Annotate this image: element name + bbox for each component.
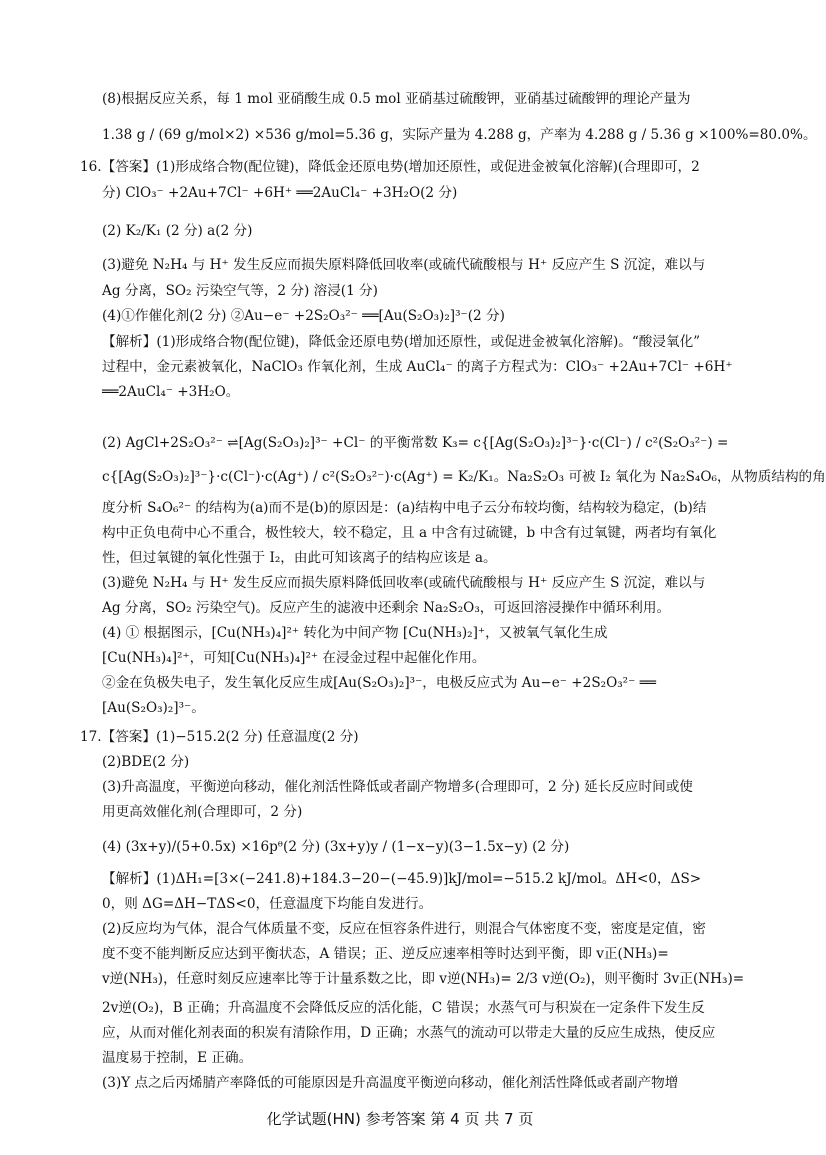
text-line: Ag 分离，SO₂ 污染空气等，2 分) 溶浸(1 分) [102, 283, 378, 299]
text-line: (3)升高温度，平衡逆向移动，催化剂活性降低或者副产物增多(合理即可，2 分) 延长反应时间或使 [102, 779, 693, 795]
text-line: 【解析】(1)形成络合物(配位键)，降低金还原电势(增加还原性，或促进金被氧化溶解)。“酸浸氧化” [102, 334, 701, 350]
text-line: 17.【答案】(1)−515.2(2 分) 任意温度(2 分) [80, 729, 359, 745]
text-line: 构中正负电荷中心不重合，极性较大，较不稳定，且 a 中含有过硫键，b 中含有过氧键，两者均有氧化 [102, 525, 717, 541]
text-line: (2) K₂/K₁ (2 分) a(2 分) [102, 223, 253, 239]
text-line: [Cu(NH₃)₄]²⁺，可知[Cu(NH₃)₄]²⁺ 在浸金过程中起催化作用。 [102, 650, 486, 666]
text-line: 度不变不能判断反应达到平衡状态，A 错误；正、逆反应速率相等时达到平衡，即 v正(NH₃)= [102, 946, 669, 962]
text-line: 16.【答案】(1)形成络合物(配位键)，降低金还原电势(增加还原性，或促进金被氧化溶解)(合理即可，2 [80, 159, 700, 175]
text-line: 用更高效催化剂(合理即可，2 分) [102, 804, 303, 820]
text-line: (4) ① 根据图示，[Cu(NH₃)₄]²⁺ 转化为中间产物 [Cu(NH₃)₂]⁺，又被氧气氧化生成 [102, 625, 608, 641]
text-line: (4) (3x+y)/(5+0.5x) ×16pᶿ(2 分) (3x+y)y / (1−x−y)(3−1.5x−y) (2 分) [102, 839, 570, 855]
text-line: 分) ClO₃⁻ +2Au+7Cl⁻ +6H⁺ ══2AuCl₄⁻ +3H₂O(2 分) [102, 185, 458, 201]
text-line: v逆(NH₃)，任意时刻反应速率比等于计量系数之比，即 v逆(NH₃)= 2/3 v逆(O₂)，则平衡时 3v正(NH₃)= [102, 971, 745, 987]
text-line: 温度易于控制，E 正确。 [102, 1050, 253, 1066]
text-line: 应，从而对催化剂表面的积炭有清除作用，D 正确；水蒸气的流动可以带走大量的反应生成热，使反应 [102, 1025, 716, 1041]
text-line: [Au(S₂O₃)₂]³⁻。 [102, 700, 205, 716]
text-line: ══2AuCl₄⁻ +3H₂O。 [102, 384, 240, 400]
text-line: 性，但过氧键的氧化性强于 I₂，由此可知该离子的结构应该是 a。 [102, 550, 497, 566]
text-line: 0，则 ΔG=ΔH−TΔS<0，任意温度下均能自发进行。 [102, 896, 433, 912]
text-line: ②金在负极失电子，发生氧化反应生成[Au(S₂O₃)₂]³⁻，电极反应式为 Au−e⁻ +2S₂O₃²⁻ ══ [102, 675, 656, 691]
text-line: (2)BDE(2 分) [102, 754, 190, 770]
text-line: 【解析】(1)ΔH₁=[3×(−241.8)+184.3−20−(−45.9)]kJ/mol=−515.2 kJ/mol。ΔH<0，ΔS> [102, 871, 702, 887]
text-line: (2)反应均为气体，混合气体质量不变，反应在恒容条件进行，则混合气体密度不变，密度是定值，密 [102, 921, 706, 937]
text-line: (3)避免 N₂H₄ 与 H⁺ 发生反应而损失原料降低回收率(或硫代硫酸根与 H⁺ 反应产生 S 沉淀，难以与 [102, 257, 706, 273]
text-line: c{[Ag(S₂O₃)₂]³⁻}·c(Cl⁻)·c(Ag⁺) / c²(S₂O₃²⁻)·c(Ag⁺) = K₂/K₁。Na₂S₂O₃ 可被 I₂ 氧化为 Na₂S₄O₆，从物质结构的角 [102, 469, 826, 485]
text-line: 过程中，金元素被氧化，NaClO₃ 作氧化剂，生成 AuCl₄⁻ 的离子方程式为：ClO₃⁻ +2Au+7Cl⁻ +6H⁺ [102, 359, 733, 375]
text-line: 度分析 S₄O₆²⁻ 的结构为(a)而不是(b)的原因是：(a)结构中电子云分布较均衡，结构较为稳定，(b)结 [102, 500, 707, 516]
text-line: (2) AgCl+2S₂O₃²⁻ ⇌[Ag(S₂O₃)₂]³⁻ +Cl⁻ 的平衡常数 K₃= c{[Ag(S₂O₃)₂]³⁻}·c(Cl⁻) / c²(S₂O₃²⁻) = [102, 435, 729, 451]
text-line: Ag 分离，SO₂ 污染空气)。反应产生的滤液中还剩余 Na₂S₂O₃，可返回溶浸操作中循环利用。 [102, 600, 671, 616]
text-line: (4)①作催化剂(2 分) ②Au−e⁻ +2S₂O₃²⁻ ══[Au(S₂O₃)₂]³⁻(2 分) [102, 308, 505, 324]
text-line: 1.38 g / (69 g/mol×2) ×536 g/mol=5.36 g，实际产量为 4.288 g，产率为 4.288 g / 5.36 g ×100%=80.0%。 [102, 127, 817, 143]
text-line: (3)Y 点之后丙烯腈产率降低的可能原因是升高温度平衡逆向移动，催化剂活性降低或者副产物增 [102, 1075, 679, 1091]
text-line: 2v逆(O₂)，B 正确；升高温度不会降低反应的活化能，C 错误；水蒸气可与积炭在一定条件下发生反 [102, 1000, 705, 1016]
text-line: (8)根据反应关系，每 1 mol 亚硝酸生成 0.5 mol 亚硝基过硫酸钾，亚硝基过硫酸钾的理论产量为 [102, 91, 691, 107]
page-footer: 化学试题(HN) 参考答案 第 4 页 共 7 页 [266, 1110, 534, 1128]
text-line: (3)避免 N₂H₄ 与 H⁺ 发生反应而损失原料降低回收率(或硫代硫酸根与 H⁺ 反应产生 S 沉淀，难以与 [102, 575, 706, 591]
